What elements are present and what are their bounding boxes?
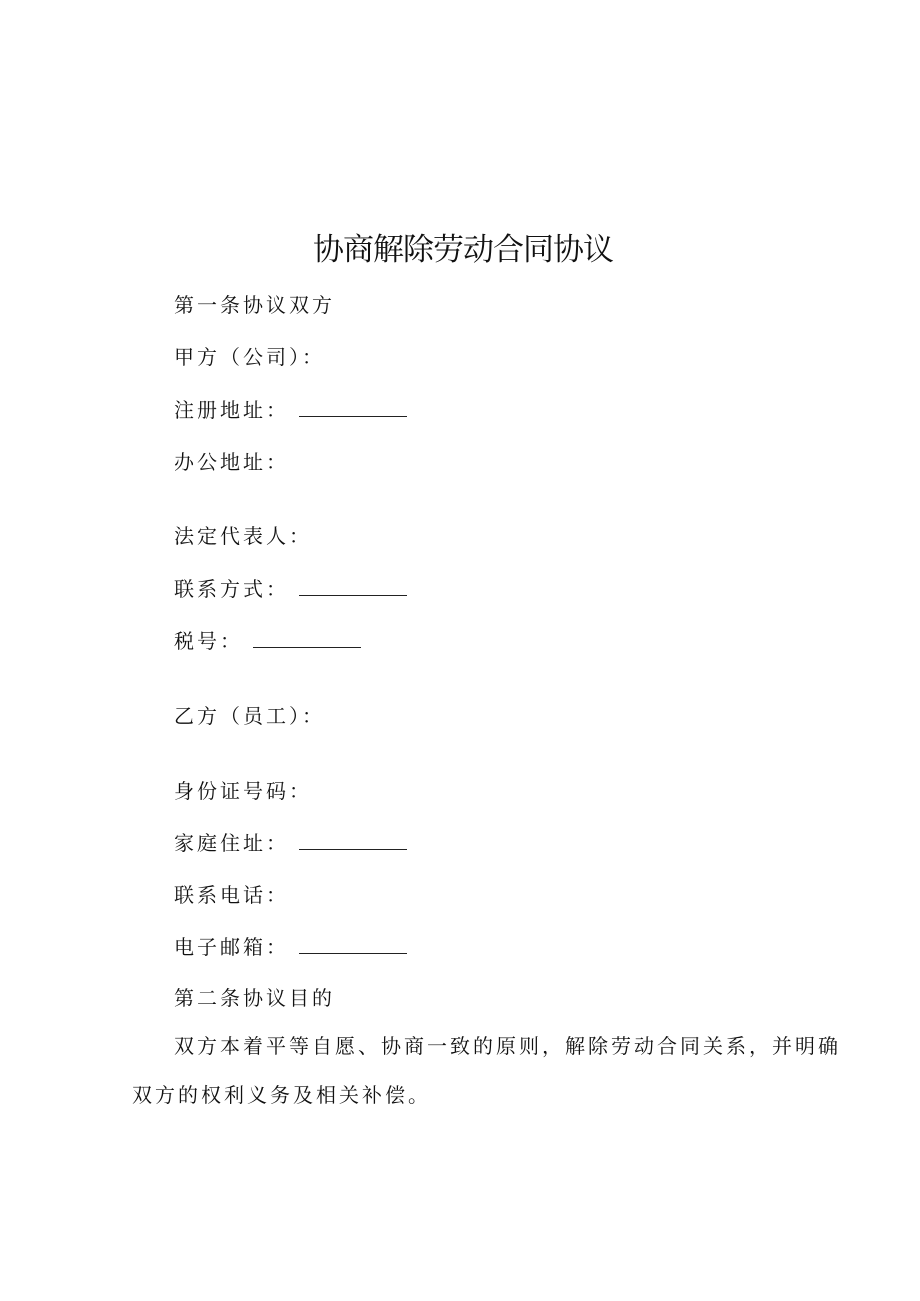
document-title: 协商解除劳动合同协议 xyxy=(313,232,613,268)
article2-body-line2: 双方的权利义务及相关补偿。 xyxy=(132,1083,431,1107)
legal-representative-label: 法定代表人： xyxy=(174,524,312,548)
home-address-label: 家庭住址： xyxy=(174,831,289,855)
id-number-label: 身份证号码： xyxy=(174,779,312,803)
registered-address-row xyxy=(174,396,407,424)
email-row xyxy=(174,933,407,961)
registered-address-blank xyxy=(299,399,407,417)
home-address-blank xyxy=(299,832,407,850)
phone-label: 联系电话： xyxy=(174,883,289,907)
email-blank xyxy=(299,936,407,954)
contact-row xyxy=(174,575,407,603)
tax-id-label: 税号： xyxy=(174,629,243,653)
article2-body-line1: 双方本着平等自愿、协商一致的原则，解除劳动合同关系，并明确 xyxy=(174,1034,841,1058)
registered-address-label: 注册地址： xyxy=(174,398,289,422)
article2-heading: 第二条协议目的 xyxy=(174,986,335,1010)
contact-blank xyxy=(299,578,407,596)
contact-label: 联系方式： xyxy=(174,577,289,601)
party-b-label: 乙方（员工）： xyxy=(174,704,325,728)
tax-id-blank xyxy=(253,630,361,648)
tax-id-row xyxy=(174,627,361,655)
home-address-row xyxy=(174,829,407,857)
email-label: 电子邮箱： xyxy=(174,935,289,959)
article1-heading: 第一条协议双方 xyxy=(174,293,335,317)
party-a-label: 甲方（公司）： xyxy=(174,345,325,369)
office-address-label: 办公地址： xyxy=(174,450,289,474)
